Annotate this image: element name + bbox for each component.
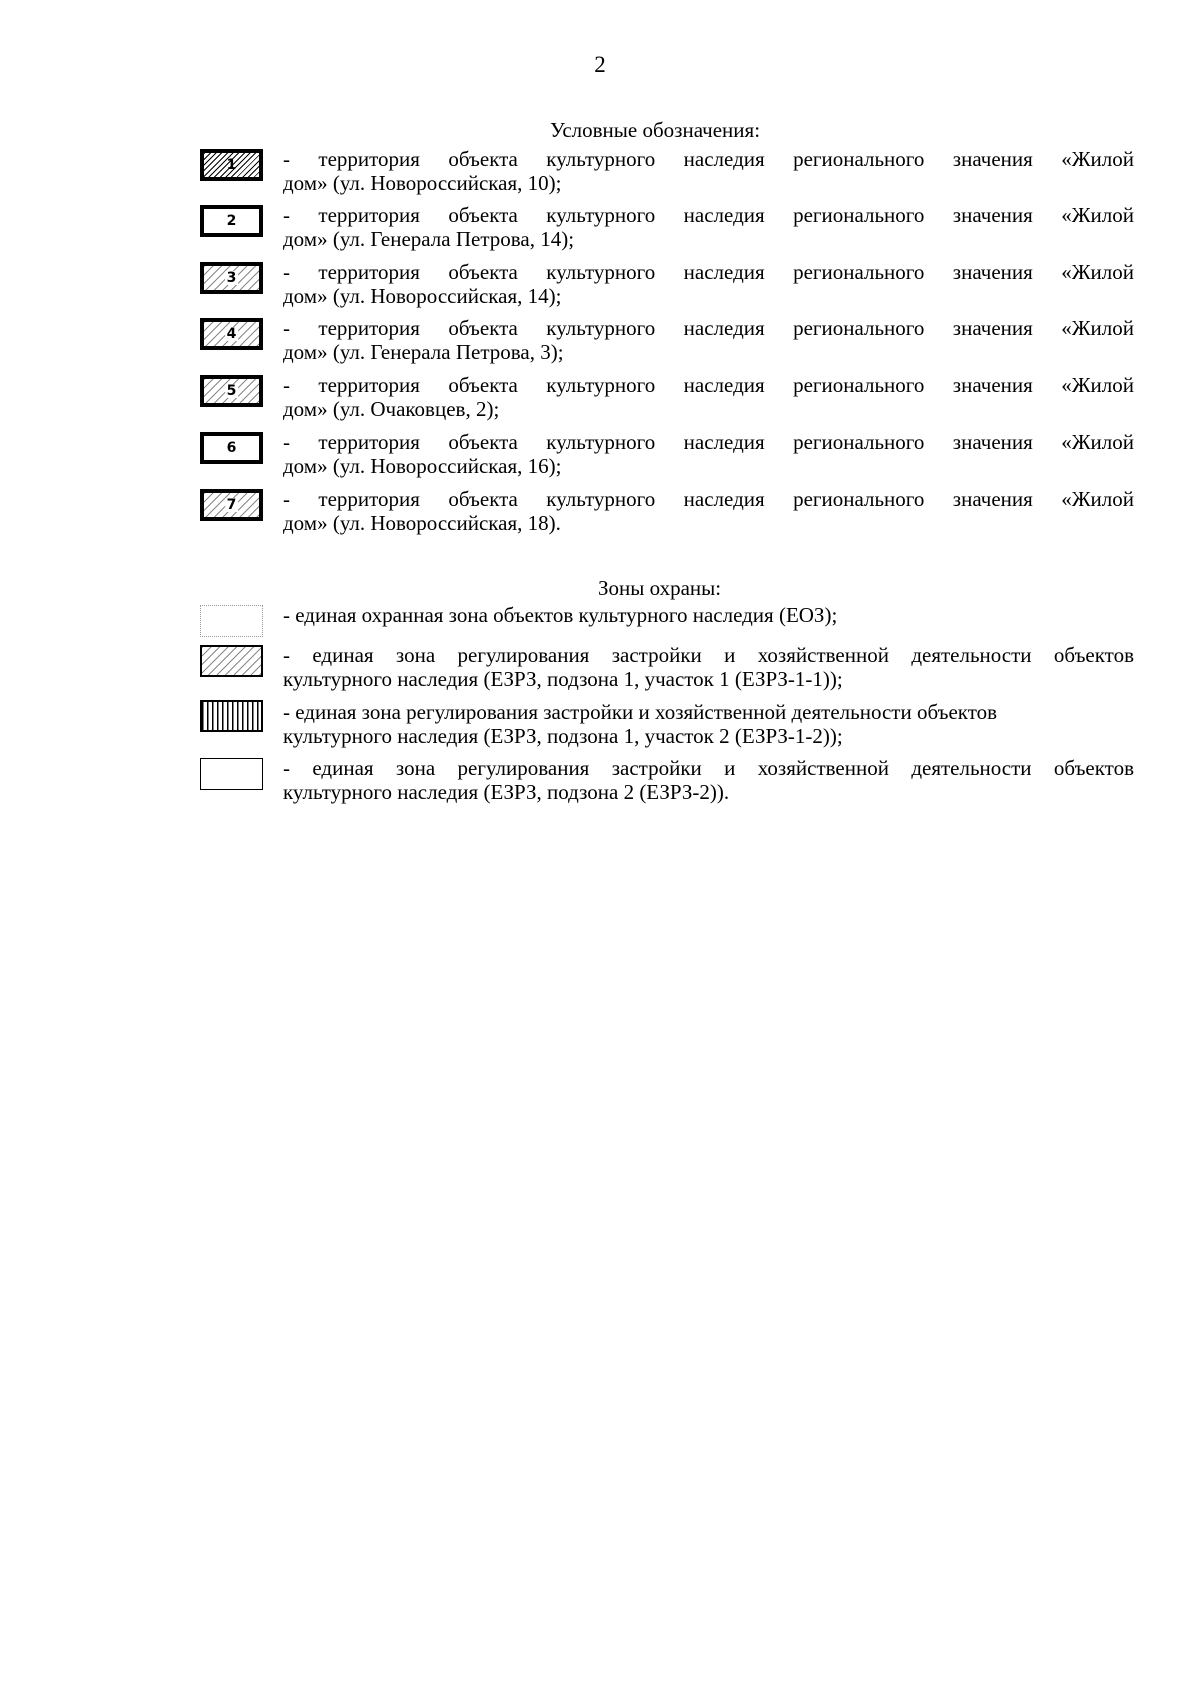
zone-item-ezrz-1-1 [200,643,1134,691]
legend-swatch-1 [200,149,263,181]
zone-swatch-eoz [200,605,263,637]
zone-swatch-ezrz-1-1 [200,645,263,677]
zone-item-eoz [200,603,1134,627]
legend-description [283,316,1134,364]
zone-description [283,756,1134,804]
zone-item-ezrz-1-2 [200,700,1134,748]
legend-text-line: дом» (ул. Генерала Петрова, 3); [283,340,564,364]
legend-description [283,203,1134,251]
legend-description [283,430,1134,478]
zone-text-line: - единая охранная зона объектов культурного наследия (ЕОЗ); [283,603,838,627]
legend-description [283,487,1134,535]
zone-text-line: культурного наследия (ЕЗРЗ, подзона 2 (ЕЗРЗ-2)). [283,780,730,804]
legend-text-line: - территория объекта культурного наследия регионального значения «Жилой [283,373,1134,397]
legend-item-2 [200,203,1134,251]
legend-description [283,260,1134,308]
legend-item-7 [200,487,1134,535]
zone-text-line: культурного наследия (ЕЗРЗ, подзона 1, участок 1 (ЕЗРЗ-1-1)); [283,667,843,691]
legend-text-line: - территория объекта культурного наследия регионального значения «Жилой [283,203,1134,227]
legend-item-4 [200,316,1134,364]
zone-swatch-ezrz-2 [200,758,263,790]
legend-item-1 [200,147,1134,195]
legend-description [283,147,1134,195]
legend-swatch-number: 7 [226,497,237,513]
legend-swatch-number: 4 [226,326,237,342]
legend-text-line: дом» (ул. Новороссийская, 10); [283,171,562,195]
legend-text-line: - территория объекта культурного наследия регионального значения «Жилой [283,316,1134,340]
zone-swatch-ezrz-1-2 [200,700,263,732]
page-number: 2 [594,52,606,77]
zone-description [283,700,1134,748]
legend-text-line: - территория объекта культурного наследия регионального значения «Жилой [283,260,1134,284]
legend-swatch-6 [200,432,263,464]
legend-swatch-2 [200,205,263,237]
zone-text-line: культурного наследия (ЕЗРЗ, подзона 1, участок 2 (ЕЗРЗ-1-2)); [283,724,843,748]
legend-text-line: - территория объекта культурного наследия регионального значения «Жилой [283,430,1134,454]
legend-swatch-number: 6 [226,440,237,456]
legend-item-3 [200,260,1134,308]
zone-item-ezrz-2 [200,756,1134,804]
legend-item-5 [200,373,1134,421]
legend-text-line: - территория объекта культурного наследия регионального значения «Жилой [283,147,1134,171]
legend-text-line: дом» (ул. Очаковцев, 2); [283,397,500,421]
legend-text-line: дом» (ул. Новороссийская, 18). [283,511,561,535]
zone-description [283,603,1134,627]
zone-description [283,643,1134,691]
zones-title: Зоны охраны: [598,576,722,600]
legend-text-line: дом» (ул. Новороссийская, 16); [283,454,562,478]
legend-swatch-3 [200,262,263,294]
zone-text-line: - единая зона регулирования застройки и хозяйственной деятельности объектов [283,700,998,724]
legend-text-line: - территория объекта культурного наследия регионального значения «Жилой [283,487,1134,511]
legend-swatch-7 [200,489,263,521]
legend-swatch-5 [200,375,263,407]
zone-text-line: - единая зона регулирования застройки и хозяйственной деятельности объектов [283,756,1134,780]
legend-swatch-number: 3 [226,270,237,286]
legend-text-line: дом» (ул. Генерала Петрова, 14); [283,227,575,251]
legend-swatch-4 [200,318,263,350]
legend-swatch-number: 1 [226,157,237,173]
legend-text-line: дом» (ул. Новороссийская, 14); [283,284,562,308]
legend-swatch-number: 2 [226,213,237,229]
zone-text-line: - единая зона регулирования застройки и хозяйственной деятельности объектов [283,643,1134,667]
legend-title: Условные обозначения: [550,118,761,142]
legend-description [283,373,1134,421]
legend-swatch-number: 5 [226,383,237,399]
legend-item-6 [200,430,1134,478]
